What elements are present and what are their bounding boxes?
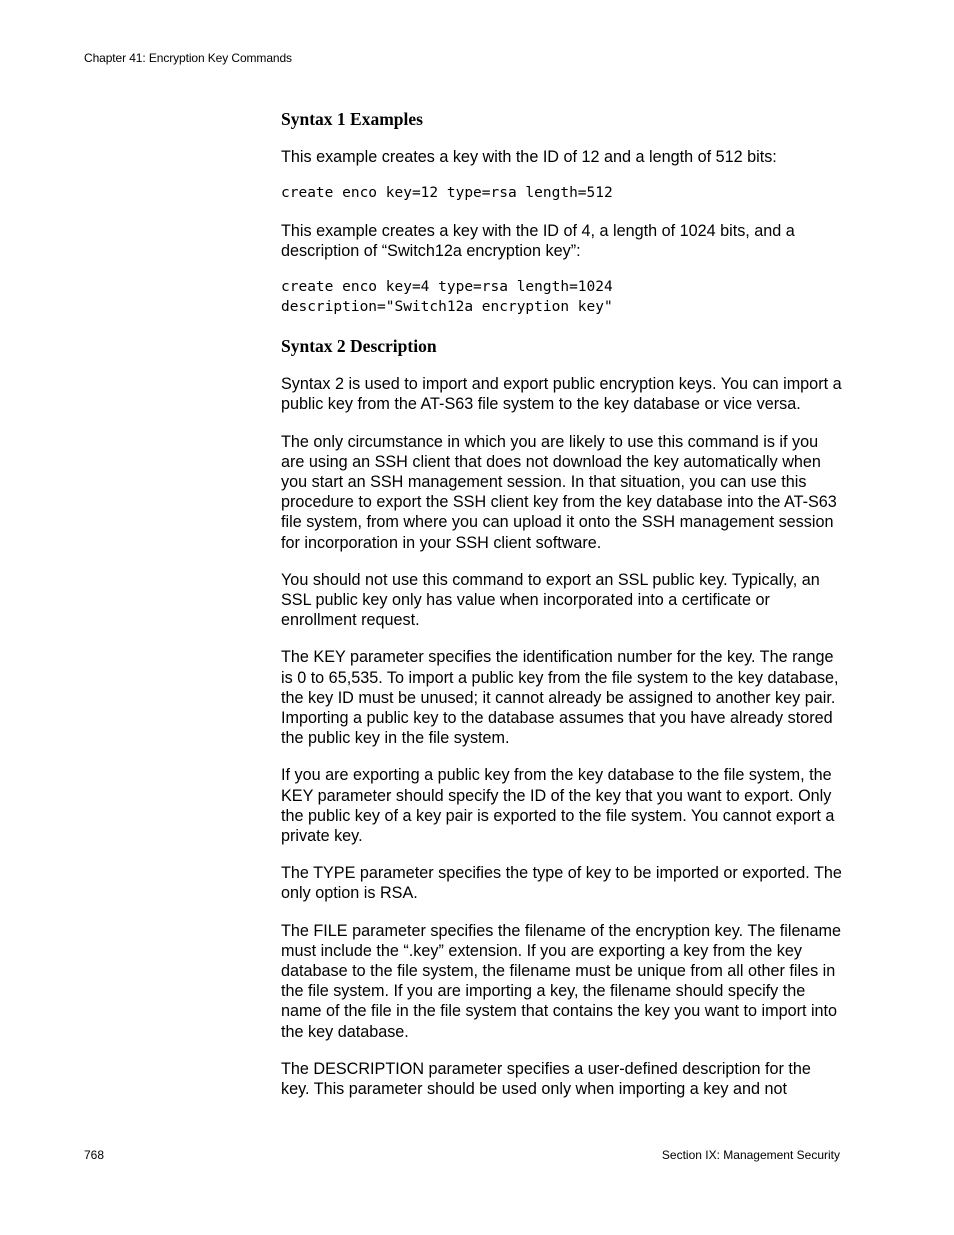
page-number: 768 [84, 1148, 105, 1162]
code-line: create enco key=4 type=rsa length=1024 [281, 279, 613, 296]
paragraph: The DESCRIPTION parameter specifies a user-defined description for the key. This parameter should be used only when importing a key and not [281, 1059, 811, 1098]
paragraph: This example creates a key with the ID of 4, a length of 1024 bits, and a description of “Switch12a encryption key”: [281, 221, 795, 260]
section-heading-syntax2-description: Syntax 2 Description [281, 336, 437, 357]
paragraph: The KEY parameter specifies the identification number for the key. The range is 0 to 65,535. To import a public key from the file system to the key database, the key ID must be unused; it cannot already be assigned to another key pair. Importing a public key to the database assumes that you have already stored the public key in the file system. [281, 648, 839, 748]
paragraph: You should not use this command to export an SSL public key. Typically, an SSL public key only has value when incorporated into a certificate or enrollment request. [281, 570, 820, 630]
page-body [281, 107, 843, 1116]
running-footer-section: Section IX: Management Security [661, 1148, 840, 1162]
section-heading-syntax1-examples: Syntax 1 Examples [281, 109, 423, 129]
code-example [281, 278, 843, 317]
code-line: description="Switch12a encryption key" [281, 298, 613, 315]
paragraph: This example creates a key with the ID of 12 and a length of 512 bits: [281, 148, 777, 166]
paragraph: The TYPE parameter specifies the type of key to be imported or exported. The only option is RSA. [281, 864, 842, 903]
paragraph: The only circumstance in which you are likely to use this command is if you are using an SSH client that does not download the key automatically when you start an SSH management session. In that situation, you can use this procedure to export the SSH client key from the key database into the AT-S63 file system, from where you can upload it onto the SSH management session for incorporation in your SSH client software. [281, 432, 837, 552]
paragraph: If you are exporting a public key from the key database to the file system, the KEY parameter should specify the ID of the key that you want to export. Only the public key of a key pair is exported to the file system. You cannot export a private key. [281, 766, 835, 845]
running-header: Chapter 41: Encryption Key Commands [84, 51, 292, 65]
paragraph: Syntax 2 is used to import and export public encryption keys. You can import a public key from the AT-S63 file system to the key database or vice versa. [281, 375, 842, 414]
paragraph: The FILE parameter specifies the filename of the encryption key. The filename must include the “.key” extension. If you are exporting a key from the key database to the file system, the filename must be unique from all other files in the file system. If you are importing a key, the filename should specify the name of the file in the file system that contains the key you want to import into the key database. [281, 921, 841, 1041]
code-example: create enco key=12 type=rsa length=512 [281, 185, 613, 202]
